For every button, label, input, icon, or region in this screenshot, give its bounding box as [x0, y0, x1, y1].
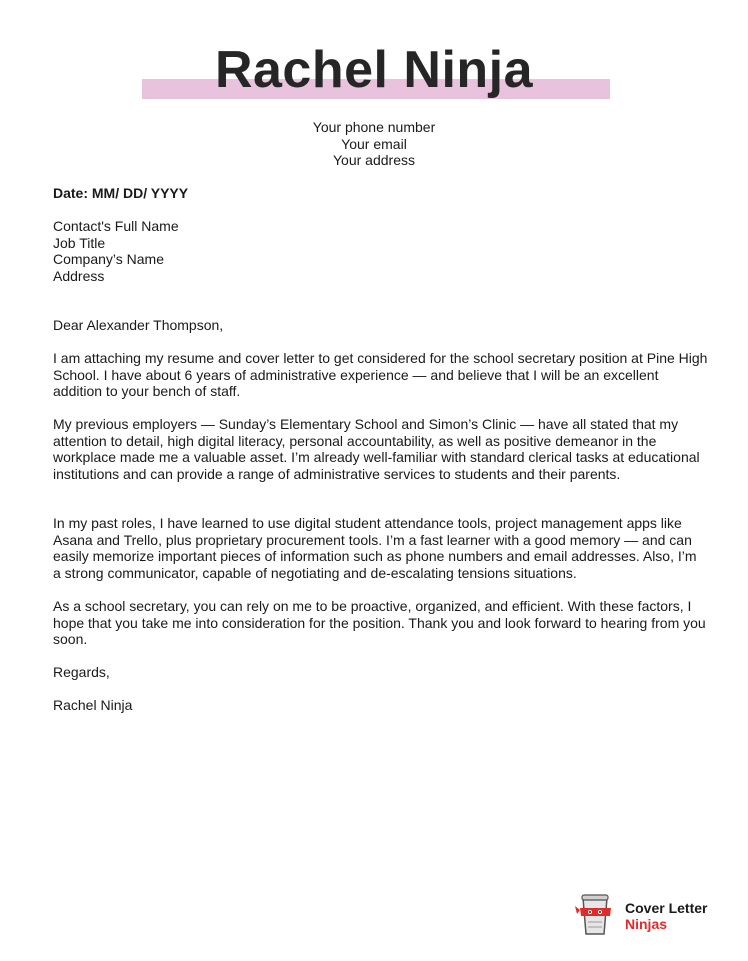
paragraph: My previous employers — Sunday’s Elementary School and Simon’s Clinic — have all stated that my attention to detail, high digital literacy, personal accountability, as well as positive demeanor in the workplace made me a valuable asset. I’m already well-familiar with standard clerical tasks at educational institutions and can provide a range of administrative services to students and their parents.: [53, 416, 700, 482]
paragraph: I am attaching my resume and cover letter to get considered for the school secretary position at Pine High School. I have about 6 years of administrative experience — and believe that I will be an excellent addition to your bench of staff.: [53, 350, 708, 399]
phone-number: Your phone number: [312, 119, 436, 135]
contact-block: [0, 119, 748, 169]
ninja-mascot-icon: [575, 892, 619, 938]
address: Your address: [333, 152, 415, 168]
paragraph: As a school secretary, you can rely on me to be proactive, organized, and efficient. With these factors, I hope that you take me into consideration for the position. Thank you and look forward to hearing from you soon.: [53, 598, 706, 647]
logo-line-2: Ninjas: [625, 916, 668, 932]
logo-wordmark: [625, 900, 707, 932]
recipient-company: Company’s Name: [53, 251, 165, 267]
closing: Regards,: [53, 664, 110, 680]
cover-letter-ninjas-logo: [575, 892, 725, 938]
signature: Rachel Ninja: [53, 697, 133, 713]
recipient-address: Address: [53, 267, 105, 284]
logo-line-1: Cover Letter: [625, 900, 708, 916]
recipient-block: [53, 218, 708, 284]
applicant-name: Rachel Ninja: [214, 41, 534, 99]
date-line: Date: MM/ DD/ YYYY: [53, 185, 189, 201]
email: Your email: [341, 135, 407, 152]
paragraph: In my past roles, I have learned to use digital student attendance tools, project management apps like Asana and Trello, plus proprietary procurement tools. I’m a fast learner with a good memory — and can easily memorize important pieces of information such as phone numbers and email addresses. Also, I’m a strong communicator, capable of negotiating and de-escalating tensions situations.: [53, 515, 697, 581]
recipient-title: Job Title: [53, 234, 106, 251]
greeting: Dear Alexander Thompson,: [53, 317, 224, 333]
recipient-name: Contact's Full Name: [53, 218, 179, 234]
